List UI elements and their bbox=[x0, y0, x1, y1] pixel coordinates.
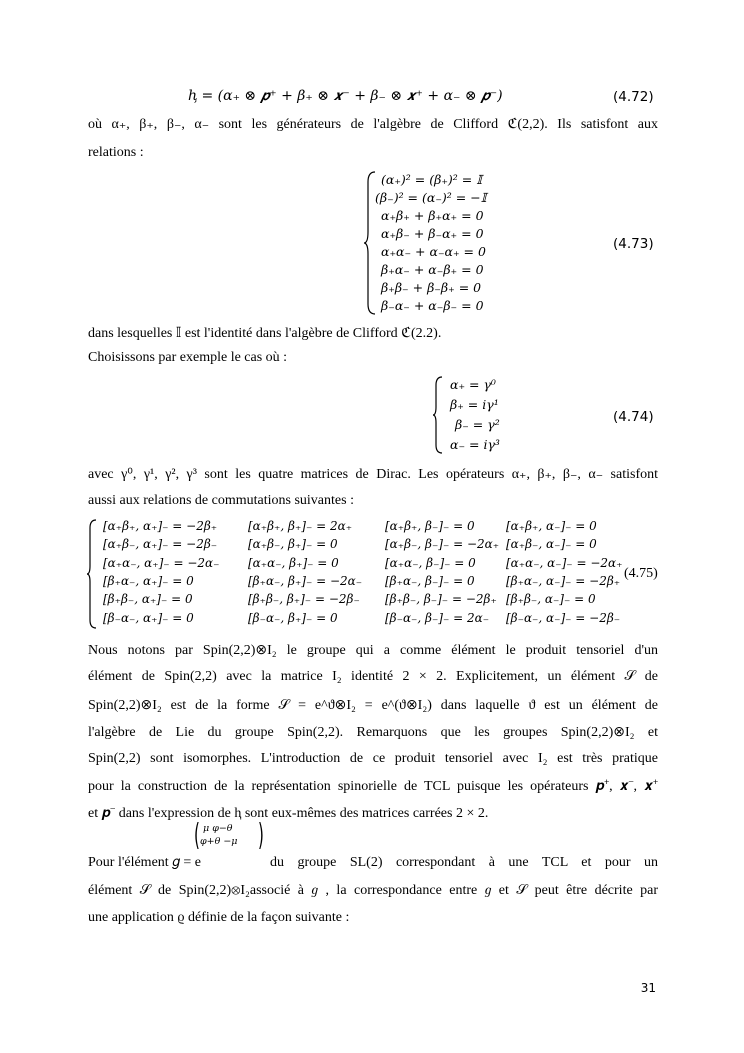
matrix-left-paren: ( bbox=[194, 818, 200, 853]
commutation-relation: [α₊β₋, α₋]₋ = 0 bbox=[506, 537, 597, 552]
paragraph-line: du groupe SL(2) correspondant à une TCL et pour un bbox=[270, 855, 658, 870]
paragraph-line: Spin(2,2) sont isomorphes. L'introduction de ce produit tensoriel avec I₂ est très pratique bbox=[88, 751, 658, 767]
system-line: β₊ = iγ¹ bbox=[450, 397, 499, 412]
equation-number-4-74: (4.74) bbox=[613, 409, 654, 425]
commutation-relation: [β₋α₋, α₋]₋ = −2β₋ bbox=[506, 610, 621, 625]
matrix-exponent-top-row: μ φ−θ bbox=[203, 823, 233, 834]
paragraph-line: élément de Spin(2,2) avec la matrice I₂ identité 2 × 2. Explicitement, un élément 𝒮 de bbox=[88, 669, 658, 685]
paragraph-line: élément 𝒮 de Spin(2,2)⊗I₂associé à 𝑔 , la correspondance entre 𝑔 et 𝒮 peut être décrite par bbox=[88, 883, 658, 898]
matrix-exponent-bottom-row: φ+θ −μ bbox=[200, 836, 238, 847]
paragraph-line: et 𝒑⁻ dans l'expression de ⱨ sont eux-mêmes des matrices carrées 2 × 2. bbox=[88, 805, 489, 821]
left-brace-4-75 bbox=[86, 518, 98, 630]
commutation-relation: [β₋α₋, β₋]₋ = 2α₋ bbox=[385, 610, 490, 625]
matrix-right-paren: ) bbox=[258, 818, 264, 853]
commutation-relation: [α₊α₋, α₋]₋ = −2α₊ bbox=[506, 555, 623, 570]
system-line: α₊α₋ + α₋α₊ = 0 bbox=[381, 244, 486, 259]
paragraph-line: dans lesquelles 𝕀 est l'identité dans l'algèbre de Clifford ℭ(2.2). bbox=[88, 326, 442, 341]
system-line: (β₋)² = (α₋)² = −𝕀 bbox=[375, 190, 487, 205]
commutation-relation: [β₊β₋, α₊]₋ = 0 bbox=[103, 592, 193, 607]
paragraph-line: où α₊, β₊, β₋, α₋ sont les générateurs de l'algèbre de Clifford ℭ(2,2). Ils satisfont aux bbox=[88, 117, 658, 132]
commutation-relation: [α₊α₋, β₋]₋ = 0 bbox=[385, 555, 476, 570]
paragraph-line: une application ϱ définie de la façon suivante : bbox=[88, 910, 350, 925]
commutation-relation: [α₊β₊, α₋]₋ = 0 bbox=[506, 519, 597, 533]
paragraph-line: Spin(2,2)⊗I₂ est de la forme 𝒮 = e^ϑ⊗I₂ = e^(ϑ⊗I₂) dans laquelle ϑ est un élément de bbox=[88, 697, 658, 713]
commutation-relation: [β₊α₋, α₊]₋ = 0 bbox=[103, 573, 194, 588]
system-line: α₋ = iγ³ bbox=[450, 437, 500, 452]
system-line: (α₊)² = (β₊)² = 𝕀 bbox=[381, 172, 483, 187]
system-line: β₋ = γ² bbox=[455, 417, 500, 432]
paragraph-line: relations : bbox=[88, 145, 144, 160]
system-line: α₊β₋ + β₋α₊ = 0 bbox=[381, 226, 484, 241]
commutation-relation: [α₊β₋, α₊]₋ = −2β₋ bbox=[103, 537, 218, 552]
paragraph-line: pour la construction de la représentation spinorielle de TCL puisque les opérateurs 𝒑⁺, 𝒙⁻, 𝒙⁺ bbox=[88, 778, 658, 794]
system-line: β₋α₋ + α₋β₋ = 0 bbox=[381, 298, 484, 313]
paragraph-line: avec γ⁰, γ¹, γ², γ³ sont les quatre matrices de Dirac. Les opérateurs α₊, β₊, β₋, α₋ satisfont bbox=[88, 467, 658, 482]
system-line: α₊ = γ⁰ bbox=[450, 377, 496, 392]
commutation-relation: [α₊β₊, β₊]₋ = 2α₊ bbox=[248, 519, 353, 533]
commutation-relation: [α₊β₊, α₊]₋ = −2β₊ bbox=[103, 519, 218, 533]
system-line: β₊α₋ + α₋β₊ = 0 bbox=[381, 262, 484, 277]
commutation-relation: [β₋α₋, β₊]₋ = 0 bbox=[248, 610, 338, 625]
commutation-relation: [α₊α₋, β₊]₋ = 0 bbox=[248, 555, 339, 570]
paragraph-line: Choisissons par exemple le cas où : bbox=[88, 350, 288, 365]
commutation-relation: [β₊β₋, β₊]₋ = −2β₋ bbox=[248, 592, 360, 607]
equation-4-72: ⱨ = (α₊ ⊗ 𝒑⁺ + β₊ ⊗ 𝒙⁻ + β₋ ⊗ 𝒙⁺ + α₋ ⊗ 𝒑⁻) bbox=[188, 88, 503, 104]
commutation-relation: [α₊β₊, β₋]₋ = 0 bbox=[385, 519, 475, 533]
commutation-relation: [β₊α₋, β₊]₋ = −2α₋ bbox=[248, 573, 363, 588]
commutation-relation: [α₊β₋, β₋]₋ = −2α₊ bbox=[385, 537, 500, 552]
commutation-relation: [α₊β₋, β₊]₋ = 0 bbox=[248, 537, 338, 552]
commutation-relation: [β₊β₋, α₋]₋ = 0 bbox=[506, 592, 596, 607]
commutation-relation: [β₋α₋, α₊]₋ = 0 bbox=[103, 610, 194, 625]
commutation-relation: [β₊α₋, α₋]₋ = −2β₊ bbox=[506, 573, 621, 588]
equation-number-4-75: (4.75) bbox=[624, 566, 658, 581]
system-line: α₊β₊ + β₊α₊ = 0 bbox=[381, 208, 484, 223]
paragraph-line: Pour l'élément 𝑔 = e bbox=[88, 855, 201, 870]
paragraph-line: l'algèbre de Lie du groupe Spin(2,2). Remarquons que les groupes Spin(2,2)⊗I₂ et bbox=[88, 724, 658, 740]
paragraph-line: aussi aux relations de commutations suivantes : bbox=[88, 493, 354, 508]
equation-number-4-73: (4.73) bbox=[613, 236, 654, 252]
paragraph-line: Nous notons par Spin(2,2)⊗I₂ le groupe qui a comme élément le produit tensoriel d'un bbox=[88, 643, 658, 658]
commutation-relation: [β₊α₋, β₋]₋ = 0 bbox=[385, 573, 475, 588]
page-number: 31 bbox=[640, 981, 656, 995]
left-brace-4-74 bbox=[432, 375, 444, 455]
commutation-relation: [α₊α₋, α₊]₋ = −2α₋ bbox=[103, 555, 220, 570]
commutation-relation: [β₊β₋, β₋]₋ = −2β₊ bbox=[385, 592, 497, 607]
equation-number-4-72: (4.72) bbox=[613, 89, 654, 105]
system-line: β₊β₋ + β₋β₊ = 0 bbox=[381, 280, 482, 295]
